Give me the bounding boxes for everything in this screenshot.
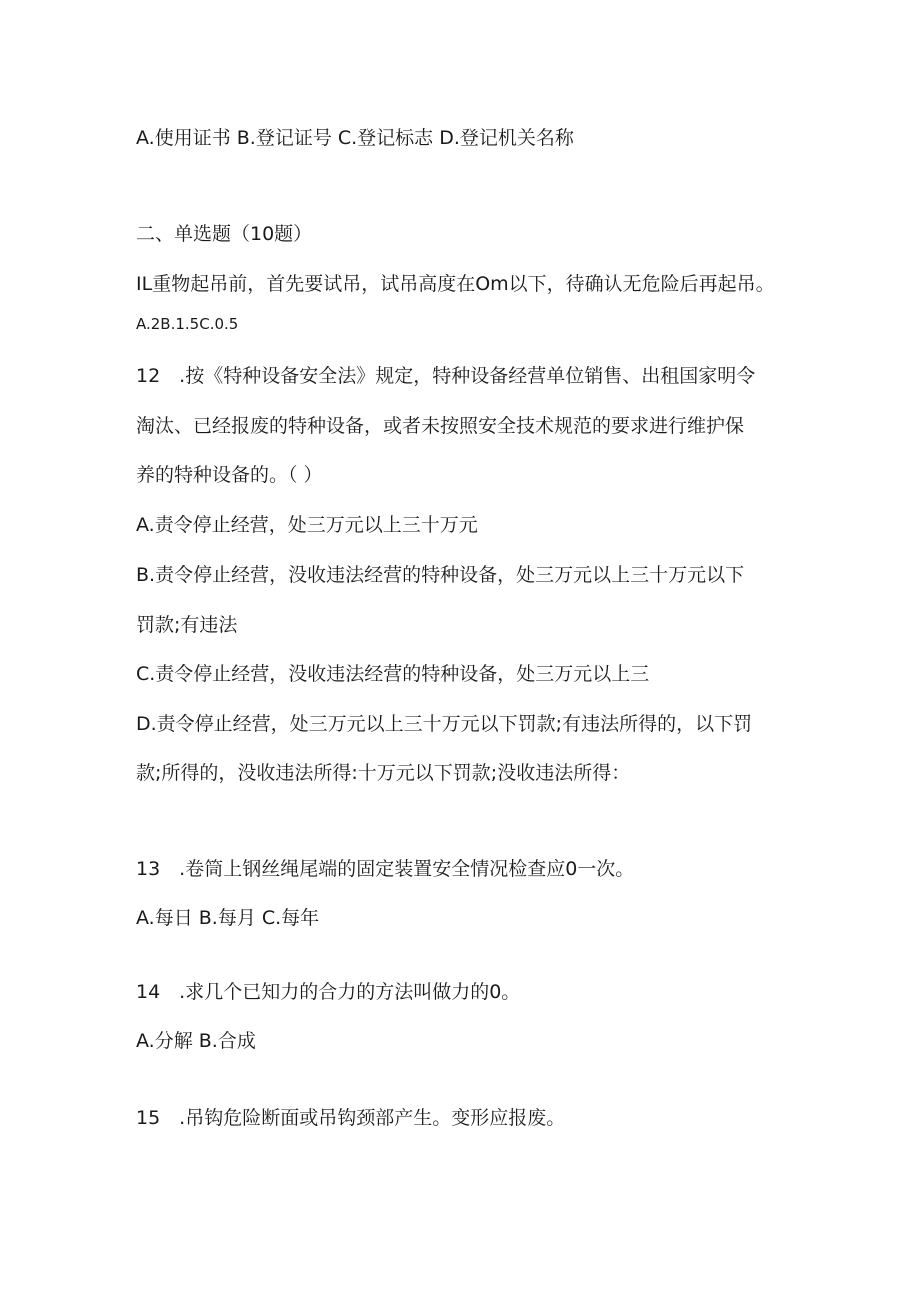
q12-option-a: A.责令停止经营，处三万元以上三十万元 [136, 514, 478, 536]
section-heading: 二、单选题（10题） [136, 223, 313, 245]
q12-option-b-line-2: 罚款;有违法 [136, 614, 238, 636]
q12-text-line-2: 淘汰、已经报废的特种设备，或者未按照安全技术规范的要求进行维护保 [136, 415, 745, 437]
q12-option-b-line-1: B.责令停止经营，没收违法经营的特种设备，处三万元以上三十万元以下 [136, 564, 745, 586]
q12-text-line-3: 养的特种设备的。（ ） [136, 464, 323, 486]
q12-text-line-1: 12 .按《特种设备安全法》规定，特种设备经营单位销售、出租国家明令 [136, 365, 756, 387]
q11-text: IL重物起吊前，首先要试吊，试吊高度在Om以下，待确认无危险后再起吊。 [136, 273, 775, 295]
q12-option-d-line-1: D.责令停止经营，处三万元以上三十万元以下罚款;有违法所得的，以下罚 [136, 713, 753, 735]
q11-options: A.2B.1.5C.0.5 [136, 315, 239, 333]
q14-options: A.分解 B.合成 [136, 1030, 256, 1052]
q12-option-d-line-2: 款;所得的，没收违法所得:十万元以下罚款;没收违法所得： [136, 762, 631, 784]
q12-option-c: C.责令停止经营，没收违法经营的特种设备，处三万元以上三 [136, 663, 650, 685]
q15-text: 15 .吊钩危险断面或吊钩颈部产生。变形应报废。 [136, 1107, 566, 1129]
q13-text: 13 .卷筒上钢丝绳尾端的固定装置安全情况检查应0一次。 [136, 858, 635, 880]
q14-text: 14 .求几个已知力的合力的方法叫做力的0。 [136, 981, 521, 1003]
q13-options: A.每日 B.每月 C.每年 [136, 907, 320, 929]
q10-options: A.使用证书 B.登记证号 C.登记标志 D.登记机关名称 [136, 127, 574, 149]
